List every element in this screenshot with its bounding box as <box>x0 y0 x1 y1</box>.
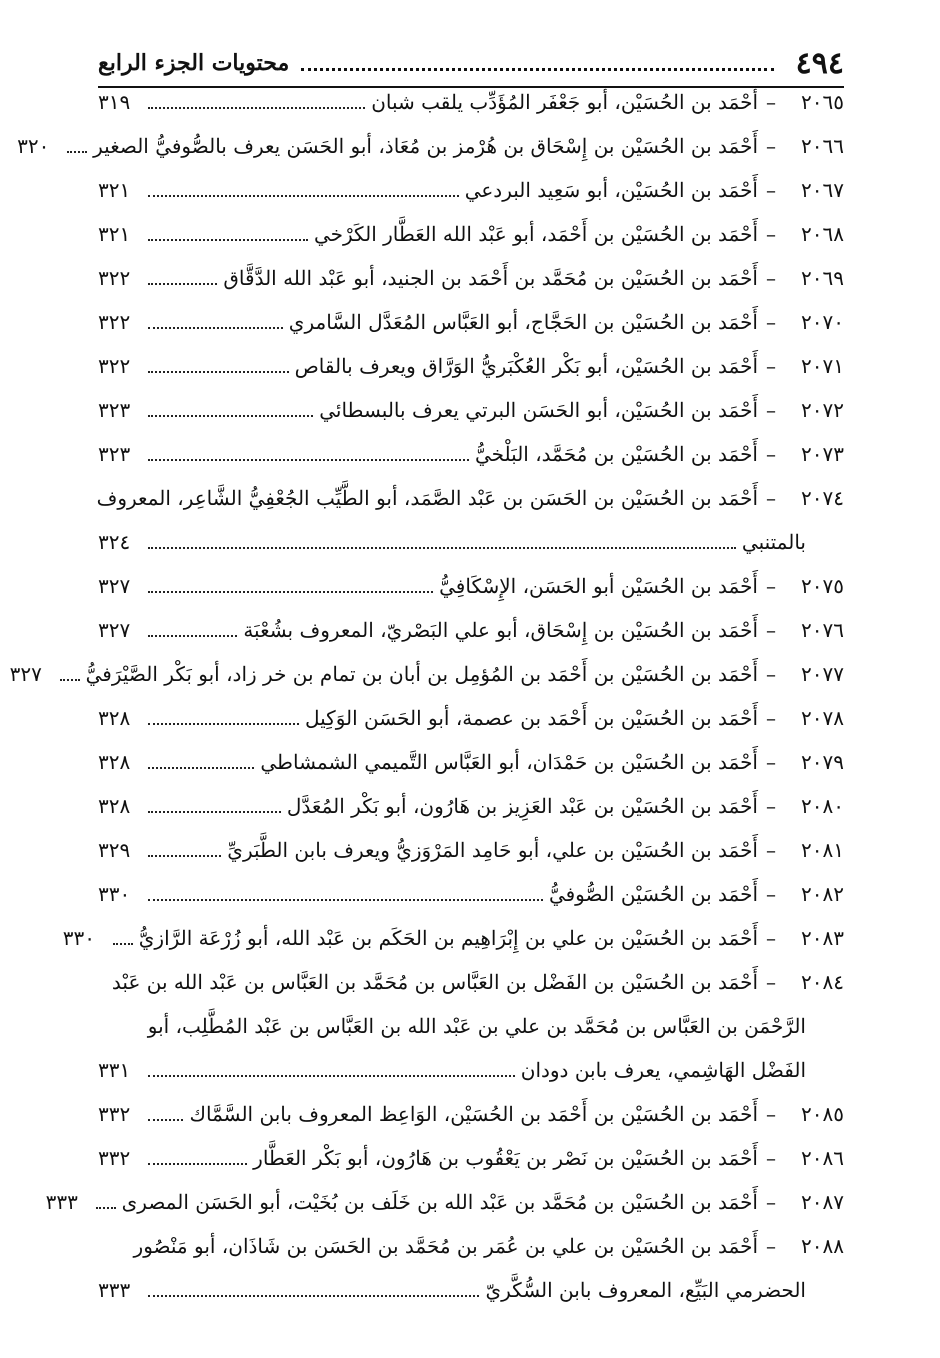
entry-text: أَحْمَد بن الحُسَيْن بن علي بن عُمَر بن مُحَمَّد بن الحَسَن بن شَاذَان، أبو مَنْصُور <box>133 1234 758 1258</box>
entry-text: أَحْمَد بن الحُسَيْن بن إِسْحَاق بن هُرْمز بن مُعَاذ، أبو الحَسَن يعرف بالصُّوفيُّ الصغير <box>93 134 758 158</box>
leader-dots <box>148 195 459 197</box>
leader-dots <box>148 459 469 461</box>
entry-line <box>98 872 844 916</box>
toc-entry <box>98 212 844 256</box>
leader-dots <box>148 1163 247 1165</box>
entry-text: أَحْمَد بن الحُسَيْن أبو الحَسَن، الإِسْكَافِيُّ <box>439 574 758 598</box>
entry-line <box>98 432 844 476</box>
entry-dash: – <box>766 662 776 686</box>
toc-entry <box>98 1136 844 1180</box>
entry-number: ٢٠٦٦ <box>801 134 844 158</box>
entry-text: أَحْمَد بن الحُسَيْن بن نَصْر بن يَعْقُوب بن هَارُون، أبو بَكْر العَطَّار <box>253 1146 758 1170</box>
entry-text: أَحْمَد بن الحُسَيْن بن أَحْمَد، أبو عَبْد الله العَطَّار الكَرْخي <box>313 222 758 246</box>
entry-number: ٢٠٧٤ <box>801 486 844 510</box>
entry-page-number: ٣٣٣ <box>98 1278 131 1302</box>
entry-dash: – <box>766 442 776 466</box>
toc-entry <box>98 344 844 388</box>
leader-dots <box>113 943 133 945</box>
entry-line <box>98 256 844 300</box>
entry-number: ٢٠٨٧ <box>801 1190 844 1214</box>
entry-text: أَحْمَد بن الحُسَيْن بن مُحَمَّد، البَلْخيُّ <box>474 442 758 466</box>
entry-line <box>98 476 844 520</box>
entry-line <box>98 784 844 828</box>
entry-number: ٢٠٧١ <box>801 354 844 378</box>
entry-number: ٢٠٧٢ <box>801 398 844 422</box>
entry-number: ٢٠٨١ <box>801 838 844 862</box>
toc-entry <box>98 476 844 564</box>
entry-text: أَحْمَد بن الحُسَيْن بن الفَضْل بن العَبَّاس بن مُحَمَّد بن العَبَّاس بن عَبْد الله بن عَبْد <box>111 970 758 994</box>
leader-dots <box>148 1295 479 1297</box>
entry-text: الحضرمي البَيِّع، المعروف بابن السُّكَّريّ <box>485 1278 806 1302</box>
toc-entry <box>98 784 844 828</box>
entry-text: أَحْمَد بن الحُسَيْن، أبو سَعِيد البردعي <box>464 178 758 202</box>
entry-dash: – <box>766 750 776 774</box>
entry-number: ٢٠٦٥ <box>801 90 844 114</box>
entry-line <box>98 740 844 784</box>
entry-dash: – <box>766 618 776 642</box>
entry-page-number: ٣٢٣ <box>98 398 131 422</box>
entry-number: ٢٠٧٩ <box>801 750 844 774</box>
entry-continuation-line <box>98 1268 844 1312</box>
toc-entry <box>98 872 844 916</box>
leader-dots <box>148 811 281 813</box>
entry-dash: – <box>766 970 776 994</box>
header-leader-dots <box>301 68 773 71</box>
entry-dash: – <box>766 354 776 378</box>
entry-page-number: ٣٢٣ <box>98 442 131 466</box>
entry-number: ٢٠٧٥ <box>801 574 844 598</box>
entry-dash: – <box>766 134 776 158</box>
entry-dash: – <box>766 222 776 246</box>
entry-number: ٢٠٧٦ <box>801 618 844 642</box>
entry-dash: – <box>766 882 776 906</box>
leader-dots <box>148 723 299 725</box>
leader-dots <box>148 855 221 857</box>
toc-entry <box>62 916 844 960</box>
entry-number: ٢٠٧٨ <box>801 706 844 730</box>
entry-dash: – <box>766 1190 776 1214</box>
leader-dots <box>148 239 308 241</box>
entry-number: ٢٠٨٢ <box>801 882 844 906</box>
entry-page-number: ٣٣٠ <box>62 926 95 950</box>
leader-dots <box>148 283 217 285</box>
toc-entry <box>98 1092 844 1136</box>
entry-line <box>62 916 844 960</box>
entry-page-number: ٣٢٩ <box>98 838 131 862</box>
toc-entry <box>98 256 844 300</box>
leader-dots <box>148 547 736 549</box>
leader-dots <box>148 635 237 637</box>
entry-dash: – <box>766 838 776 862</box>
entry-text: أَحْمَد بن الحُسَيْن بن الحَسَن بن عَبْد الصَّمَد، أبو الطَّيِّب الجُعْفِيُّ الشَّاعِر، المعروف <box>96 486 758 510</box>
table-of-contents <box>9 80 844 1312</box>
toc-entry <box>98 696 844 740</box>
entry-page-number: ٣٣٢ <box>98 1146 131 1170</box>
entry-text: أَحْمَد بن الحُسَيْن بن أَحْمَد بن المُؤمِل بن أبان بن تمام بن خر زاد، أبو بَكْر الصَّيْرَفيُّ <box>85 662 758 686</box>
entry-number: ٢٠٧٠ <box>801 310 844 334</box>
entry-continuation-line: الرَّحْمَن بن العَبَّاس بن مُحَمَّد بن علي بن عَبْد الله بن العَبَّاس بن عَبْد المُطَّلِب، أبو <box>147 1014 806 1038</box>
entry-number: ٢٠٨٥ <box>801 1102 844 1126</box>
leader-dots <box>148 327 283 329</box>
entry-page-number: ٣٢٨ <box>98 794 131 818</box>
page-number: ٤٩٤ <box>795 45 844 81</box>
entry-text: أَحْمَد بن الحُسَيْن، أبو الحَسَن البرتي يعرف بالبسطائي <box>319 398 758 422</box>
leader-dots <box>148 415 313 417</box>
entry-page-number: ٣٢١ <box>98 222 131 246</box>
entry-text: أَحْمَد بن الحُسَيْن بن أَحْمَد بن الحُسَيْن، الوَاعِظ المعروف بابن السَّمَّاك <box>189 1102 758 1126</box>
entry-dash: – <box>766 794 776 818</box>
toc-entry <box>98 740 844 784</box>
entry-text: أَحْمَد بن الحُسَيْن بن حَمْدَان، أبو العَبَّاس التَّميمي الشمشاطي <box>260 750 758 774</box>
entry-dash: – <box>766 178 776 202</box>
entry-number: ٢٠٨٦ <box>801 1146 844 1170</box>
entry-number: ٢٠٦٩ <box>801 266 844 290</box>
entry-text: أَحْمَد بن الحُسَيْن بن مُحَمَّد بن أَحْمَد بن الجنيد، أبو عَبْد الله الدَّقَّاق <box>223 266 758 290</box>
entry-line <box>98 1224 844 1268</box>
entry-page-number: ٣٢٢ <box>98 354 131 378</box>
entry-dash: – <box>766 266 776 290</box>
toc-entry <box>9 652 844 696</box>
entry-line <box>98 696 844 740</box>
toc-entry <box>98 168 844 212</box>
entry-page-number: ٣٣٢ <box>98 1102 131 1126</box>
entry-text: أَحْمَد بن الحُسَيْن بن عَبْد العَزِيز بن هَارُون، أبو بَكْر المُعَدَّل <box>286 794 758 818</box>
leader-dots <box>148 591 433 593</box>
entry-text: الفَضْل الهَاشِمي، يعرف بابن دودان <box>520 1058 806 1082</box>
toc-entry <box>98 828 844 872</box>
entry-dash: – <box>766 1234 776 1258</box>
entry-line <box>98 212 844 256</box>
toc-entry <box>45 1180 844 1224</box>
entry-text: بالمتنبي <box>741 530 806 554</box>
entry-line <box>98 344 844 388</box>
entry-page-number: ٣٢٧ <box>9 662 42 686</box>
entry-page-number: ٣٢١ <box>98 178 131 202</box>
leader-dots <box>60 679 80 681</box>
entry-number: ٢٠٨٨ <box>801 1234 844 1258</box>
entry-page-number: ٣٣٣ <box>45 1190 78 1214</box>
entry-line <box>45 1180 844 1224</box>
toc-entry <box>98 300 844 344</box>
entry-number: ٢٠٧٣ <box>801 442 844 466</box>
entry-line <box>98 828 844 872</box>
entry-number: ٢٠٦٧ <box>801 178 844 202</box>
leader-dots <box>148 1119 183 1121</box>
entry-number: ٢٠٦٨ <box>801 222 844 246</box>
entry-dash: – <box>766 310 776 334</box>
entry-page-number: ٣٢٠ <box>17 134 50 158</box>
entry-text: أَحْمَد بن الحُسَيْن بن إِسْحَاق، أبو علي البَصْريّ، المعروف بشُعْبَة <box>243 618 758 642</box>
entry-line <box>98 960 844 1004</box>
entry-number: ٢٠٨٠ <box>801 794 844 818</box>
entry-page-number: ٣٢٧ <box>98 574 131 598</box>
toc-entry <box>98 564 844 608</box>
entry-dash: – <box>766 90 776 114</box>
entry-page-number: ٣٢٤ <box>98 530 131 554</box>
leader-dots <box>148 1075 515 1077</box>
entry-line <box>17 124 844 168</box>
entry-text: أَحْمَد بن الحُسَيْن، أبو جَعْفَر المُؤَدِّب يلقب شبان <box>371 90 758 114</box>
entry-line <box>98 80 844 124</box>
entry-continuation-line <box>98 520 844 564</box>
entry-text: أَحْمَد بن الحُسَيْن بن مُحَمَّد بن عَبْد الله بن خَلَف بن بُخَيْت، أبو الحَسَن المصرى <box>121 1190 758 1214</box>
entry-number: ٢٠٨٣ <box>801 926 844 950</box>
entry-page-number: ٣٣٠ <box>98 882 131 906</box>
entry-continuation-line <box>98 1048 844 1092</box>
entry-line <box>98 388 844 432</box>
toc-entry <box>98 960 844 1092</box>
leader-dots <box>148 107 365 109</box>
entry-line <box>98 608 844 652</box>
leader-dots <box>67 151 87 153</box>
entry-page-number: ٣٢٢ <box>98 266 131 290</box>
entry-page-number: ٣٢٨ <box>98 706 131 730</box>
leader-dots <box>148 371 289 373</box>
entry-page-number: ٣٢٨ <box>98 750 131 774</box>
entry-text: أَحْمَد بن الحُسَيْن، أبو بَكْر العُكْبَريُّ الوَرَّاق ويعرف بالقاص <box>294 354 758 378</box>
toc-entry <box>98 1224 844 1312</box>
entry-text: أَحْمَد بن الحُسَيْن الصُّوفيُّ <box>548 882 758 906</box>
entry-number: ٢٠٨٤ <box>801 970 844 994</box>
entry-dash: – <box>766 706 776 730</box>
toc-entry <box>98 432 844 476</box>
entry-line <box>98 1092 844 1136</box>
entry-dash: – <box>766 1102 776 1126</box>
entry-page-number: ٣٢٢ <box>98 310 131 334</box>
toc-entry <box>17 124 844 168</box>
entry-dash: – <box>766 398 776 422</box>
toc-entry <box>98 608 844 652</box>
running-title: محتويات الجزء الرابع <box>98 50 290 76</box>
leader-dots <box>148 767 254 769</box>
entry-line <box>98 168 844 212</box>
entry-text: أَحْمَد بن الحُسَيْن بن الحَجَّاج، أبو العَبَّاس المُعَدَّل السَّامري <box>288 310 758 334</box>
entry-page-number: ٣٢٧ <box>98 618 131 642</box>
entry-number: ٢٠٧٧ <box>801 662 844 686</box>
toc-entry <box>98 388 844 432</box>
entry-page-number: ٣١٩ <box>98 90 131 114</box>
leader-dots <box>148 899 543 901</box>
leader-dots <box>96 1207 116 1209</box>
toc-entry <box>98 80 844 124</box>
entry-dash: – <box>766 574 776 598</box>
entry-text: أَحْمَد بن الحُسَيْن بن أَحْمَد بن عصمة، أبو الحَسَن الوَكِيل <box>305 706 758 730</box>
entry-line <box>98 564 844 608</box>
entry-text: أَحْمَد بن الحُسَيْن بن علي بن إِبْرَاهِيم بن الحَكَم بن عَبْد الله، أبو زُرْعَة الرَّازيُّ <box>138 926 758 950</box>
entry-line <box>98 1136 844 1180</box>
entry-dash: – <box>766 926 776 950</box>
entry-page-number: ٣٣١ <box>98 1058 131 1082</box>
entry-line <box>98 300 844 344</box>
entry-text: أَحْمَد بن الحُسَيْن بن علي، أبو حَامِد المَرْوَزيُّ ويعرف بابن الطَّبَريِّ <box>227 838 758 862</box>
entry-dash: – <box>766 486 776 510</box>
entry-line <box>9 652 844 696</box>
entry-dash: – <box>766 1146 776 1170</box>
